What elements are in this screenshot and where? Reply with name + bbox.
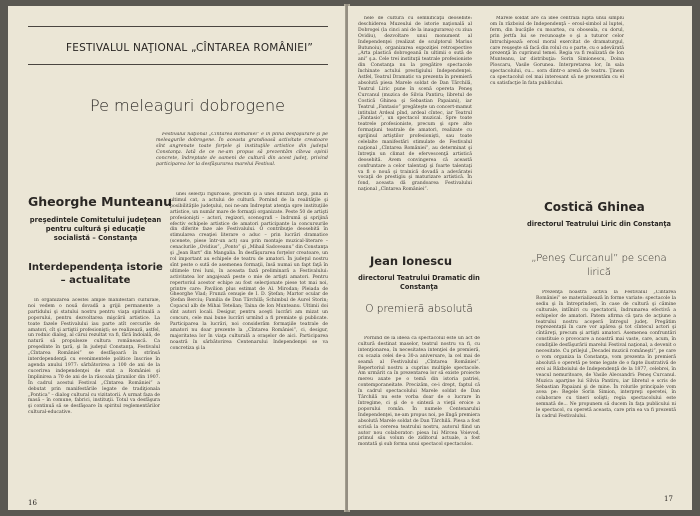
header-top-rule [28, 26, 328, 27]
page-number: 16 [28, 499, 37, 507]
page-number: 17 [664, 495, 673, 503]
section-title: Interdependenţa istorie – actualitate [28, 262, 163, 286]
ionescu-name: Jean Ionescu [370, 254, 453, 268]
right-column-2: Pornind de la ideea că spectacolul este un act de cultură destinat maselor, teatrul nostru va fi, cu intenţionarea, în necesitatea intenţiei de premieră, cu ocazia celei de-a 30-a aniversare, la cel mai de seamă al Festivalului „Cîntarea României”. Repertoriul nostru a cuprins multiple spectacole. Am urmărit ca în prezentarea lor să existe proiecte mereu axate pe o temă din istoria patriei, contemporaneitate. Precizăm, ce-i drept, faptul că în cadrul spectacolului Marele soldat de Dan Tărchilă nu este vorba doar de o lucrare în întregime, ci şi de o sinteză a vieţii eroice a poporului român. În numele Centenarului Independenţei, ne-am propus noi, pe lîngă premiera absolută Marele soldat de Dan Tărchilă. Piesa a fost scrisă la cererea teatrului nostru, autorul fiind un autor nou colaborator: piesa lui Mircea Voievod, primul său volum de ziditorul actuale, a fost montată şi sub forma unui spectacol spectaculos. [358, 336, 480, 448]
headline: Pe meleaguri dobrogene [90, 96, 285, 115]
author-title: preşedintele Comitetului judeţean pentru cultură şi educaţie socialistă – Constanţa [29, 216, 162, 242]
right-column-1: nele de cultură cu semnificaţii deosebite: deschiderea Muzeului de istorie naţională al Dobrogei (la cinci ani de la inaugurarea) cu ziua Ovidiu), dezvoltare unui monument al Independenţei (realizat de sculptorul Marius Butunoiu), organizarea expoziţiei retrospective „Arta plastică dobrogeană în ultimii o sută de ani” ş.a. Cele trei instituţii teatrale profesioniste din Constanţa nu la pregătire spectacole închinate actului prestigiului Independenţei. Astfel, Teatrul Dramatic va prezenta în premieră absolută piesa Marele soldat de Dan Tărchilă, Teatrul Liric pune în scenă opereta Peneş Curcanul (muzica de Silvia Pantiru; libretul de Costică Ghinea şi Sebastian Papaiani), iar Teatrul „Fantasio” pregăteşte un concert-mamut intitulat Ardeal pînd, ardeal cîntec, iar Teatrul „Fantasio”, un spectacol muzical. Spre toate teatrele profesioniste, precum şi spre alte formaţiuni teatrale de amatori, realizate cu sprijinul artiştilor profesionişti, sau toate celelalte manifestări stimulate de Festivalul naţional „Cîntarea României”, au determinat şi întreţin un climat de efervescenţă artistică deosebită. Avem convingerea că această confruntare a celor talentaţi şi foarte talentaţi va fi o nouă şi trainică dovadă a adevăratei vocaţii de prestigiu şi maturizare artistică. În fond, aceasta dă grandoarea Festivalului naţional „Cîntarea României”. [358, 16, 472, 193]
festival-header: FESTIVALUL NAŢIONAL „CÎNTAREA ROMÂNIEI” [66, 42, 314, 54]
ghinea-title: directorul Teatrului Liric din Constanţa [527, 220, 671, 228]
author-name: Gheorghe Munteanu [28, 194, 172, 209]
right-page [348, 6, 692, 510]
intro-text: Festivalul naţional „Cîntarea României” e în plină desfăşurare şi pe meleagurile dobrogene. În aceasta grandioasă activitate creatoare sînt angrenate toate forţele şi instituţiile artistice din judeţul Constanţa. Iată de ce ne-am propus să prezentăm cîteva opinii concrete, îndreptate de oameni de cultură din acest judeţ, privind participarea lor la desfăşurarea marelui Festival. [156, 132, 328, 167]
header-bottom-rule [28, 64, 328, 65]
ghinea-name: Costică Ghinea [544, 200, 645, 214]
right-column-4: Prezenţa noastră activă la Festivalul „Cîntarea României” se materializează în forme variate: spectacole la sediu şi în întreprinderi, în case de cultură şi cămine culturale, intîlniri cu spectatorii, îndrumarea efectivă a echipelor de amatori. Patem afirma că ţara de acţiune a teatrului nostru acoperă întregul judeţ. Pregătim reprezentaţii în care vor apărea şi tot cîntecul actori şi cîntăreţi, precum şi artişti amatori. Asemenea confruntări constituie o provocare a noastră mai vaste, care, acum, în condiţiile desfăşurării marelui Festival naţional, a devenit o necesitate. Cu prilejul „Decadei muzicii româneşti”, pe care o vom organiza la Constanţa, vom prezenta în premieră absolută o operetă pe teme legate de o fapte ilustrativă de eroi ai Războiului de Independenţă de la 1877, celebrei, în veacul nemuritoare, de Vasile Alecsandri: Peneş Curcanul. Muzica aparţine lui Silvia Pantiru, iar libretul e scris de Sebastian Papaiani şi de mine. În rolurile principale vom avea pe: Regele Sorin Simion, interpreţi operetei, în colaborare cu tineri solişti; regia spectacolului este semnată de... Ne propunem să ducem în faţa publicului ni le spectacol, cu operetă aceasta, care prin ea va fi prezentă în cadrul Festivalului. [536, 290, 676, 420]
ionescu-section: O premieră absolută [365, 303, 473, 315]
ghinea-section: „Peneş Curcanul” pe scena lirică [531, 253, 667, 278]
left-column-2: unei selecţii riguroase, precum şi a unei difuzări largi, pînă în ultimul cat, a actului de cultură. Pornind de la realităţile şi posibilităţile judeţului, noi ne-am îndreptat atenţia spre instituţiile artistice, un număr mare de formaţii organizate. Peste 50 de artişti profesionişti – actori, regizori, scenografi – îndrumă şi sprijină efectiv echipele artistice de amatori participante la concursurile din diferite faze ale Festivalului. O contribuţie deosebită în stimularea creaţiei literare o aduc – prin lucrări dramatice (scenete, piese într-un act) sau prin montaje muzical-literare – cenaclurile „Ovidius”, „Ponto” şi „Mihail Sadoveanu” din Constanţa şi „Jean Bart” din Mangalia. În desfăşurarea forţelor creatoare, un rol important au echipele de teatru de amatori. În judeţul nostru sînt peste o sută de asemenea formaţii, însă numai un fapt faţă în ultimele trei luni, în aceasta fază preliminară a Festivalului: activitatea lor angajează peste o mie de artişti amatori. Pentru repertoriul acestor echipe au fost selecţionate piese tot mai noi, printre care: Pavilion plus estimat de Al. Mirodan; Pleiada de Gheorghe Vlad; Frunză cenuşie de I. D. Ştefan; Martor ocular de Ştefan Berciu; Familia de Dan Tărchilă; Schimbul de Aurel Storin; Copacul alb de Mihai Tetelian; Taina de Ion Munteanu. Ultimii doi sînt autori locali. Desigur, pentru aceşti lucrări am mizat un concurs, cele mai bune lucrări urmînd a fi premiate şi publicate. Participarea la lucrări, noi considerăm formaţiile teatrale de amatori nu doar prezente la „Cîntarea României”, ci, desigur, majoritatea lor în viaţa culturală a oraşelor de aici. Participarea noastră în sărbătorirea Centenarului Independenţei se va concretiza şi la [170, 192, 328, 351]
left-column-1: În organizarea acestei ample manifestări culturale, noi vedem o nouă dovadă a grijii permanente a partidului şi statului nostru pentru viaţa spirituală a poporului, pentru dezvoltarea mişcării artistice. La toate fazele Festivalului iau parte atît cercurile de amatori, cît şi artiştii profesionişti; se realizează, astfel, un rodnic dialog, al cărui rezultat va fi, fără îndoială, de natură să propulseze cultura românească. Ca preşedinte în ţară, şi în judeţul Constanţa, Festivalul „Cîntarea României” se desfăşoară în strînsă interdependenţă cu evenimentele politice înscrise în agenda anului 1977: sărbătorirea a 100 de ani de la cucerirea independenţei de stat a României şi împlinirea a 70 de ani de la răscoala ţăranilor din 1907. În cadrul acestui Festival „Cîntarea României” a debutat prin manifestările legate de tradiţionala „Pontica” – dialog cultural cu vizitatorii. A urmat faza de masă – în comune, fabrici, instituţii. Totul va desfăşura şi continuă să se desfăşoare în spiritul reglementărilor cultural-educative. [28, 298, 160, 416]
ionescu-title: directorul Teatrului Dramatic din Constanţa [358, 274, 480, 291]
right-column-3: Marele soldat are ca idee centrală lupta unui simplu om în războiul de Independenţă – eroul-simbol al luptei, ferm, din bucăţile cu moartea, cu oboseala, cu dorul, prin jertfa lui se recunoaşte o şi a tuturor celor întruchipează: eroul moral exercitat de dramaturgul, care reuşeşte să facă din rolul cu o parte, cu o adevărată prezenţă în cuprinsul temei. Regia va fi realizată de Ion Munteanu, iar distribuţia: Sorin Simionescu, Doina Ploscaru, Vasile Gorunea. Interpretarea lor, în sala spectacolului, cu... sora dintr-o arenă de teatru. Ţinem ca spectacolul cel mai interesant să ne prezentăm cu el cu satisfacţie în fata publicului. [490, 16, 624, 86]
left-page [8, 6, 345, 510]
